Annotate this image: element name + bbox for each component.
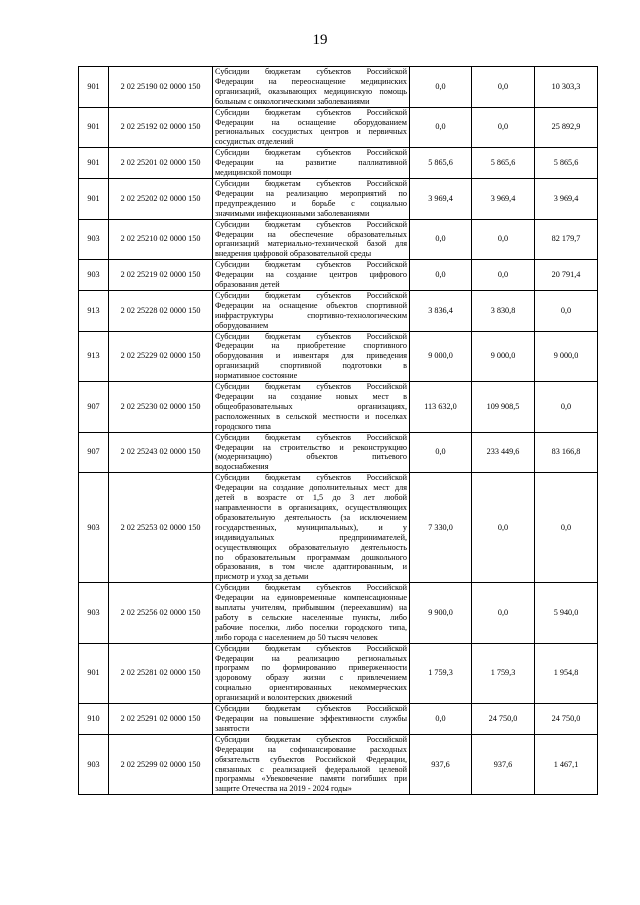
budget-table xyxy=(78,66,598,795)
amount-year2-cell: 0,0 xyxy=(472,107,535,148)
description-cell xyxy=(213,148,410,179)
amount-year3-cell: 9 000,0 xyxy=(535,331,598,382)
description-line: Федерации на создание новых мест в xyxy=(215,392,407,401)
admin-code-cell: 910 xyxy=(79,704,109,735)
amount-year2-cell: 9 000,0 xyxy=(472,331,535,382)
description-cell xyxy=(213,290,410,331)
description-line: Субсидии бюджетам субъектов Российской xyxy=(215,290,407,300)
description-line: Субсидии бюджетам субъектов Российской xyxy=(215,67,407,76)
amount-year1-cell: 5 865,6 xyxy=(410,148,472,179)
budget-code-cell: 2 02 25228 02 0000 150 xyxy=(109,290,213,331)
description-line: Субсидии бюджетам субъектов Российской xyxy=(215,382,407,392)
description-line: оборудования и инвентаря для приведения xyxy=(215,351,407,361)
description-line: Субсидии бюджетам субъектов Российской xyxy=(215,583,407,593)
budget-code-cell: 2 02 25192 02 0000 150 xyxy=(109,107,213,148)
description-line: здоровому образу жизни с привлечением xyxy=(215,673,407,683)
table-row xyxy=(79,734,598,794)
amount-year3-cell: 5 865,6 xyxy=(535,148,598,179)
description-line: обязательств субъектов Российской Федерации, xyxy=(215,754,407,764)
amount-year2-cell: 5 865,6 xyxy=(472,148,535,179)
admin-code-cell: 901 xyxy=(79,178,109,219)
budget-code-cell: 2 02 25253 02 0000 150 xyxy=(109,473,213,583)
budget-code-cell: 2 02 25201 02 0000 150 xyxy=(109,148,213,179)
description-line: Федерации на приобретение спортивного xyxy=(215,341,407,351)
description-line: нормативное состояние xyxy=(215,371,298,381)
table-row xyxy=(79,583,598,643)
description-line: больным с онкологическими заболеваниями xyxy=(215,96,370,106)
description-line: сосудистых отделений xyxy=(215,137,294,147)
description-line: Субсидии бюджетам субъектов Российской xyxy=(215,148,407,158)
amount-year3-cell: 0,0 xyxy=(535,290,598,331)
description-line: региональных сосудистых центров и первичных xyxy=(215,127,407,137)
amount-year2-cell: 24 750,0 xyxy=(472,704,535,735)
amount-year2-cell: 0,0 xyxy=(472,583,535,643)
table-row xyxy=(79,473,598,583)
description-line: образования, в том числе адаптированным, и xyxy=(215,562,407,572)
budget-code-cell: 2 02 25219 02 0000 150 xyxy=(109,260,213,291)
amount-year1-cell: 3 969,4 xyxy=(410,178,472,219)
admin-code-cell: 901 xyxy=(79,148,109,179)
amount-year2-cell: 233 449,6 xyxy=(472,432,535,473)
budget-code-cell: 2 02 25230 02 0000 150 xyxy=(109,382,213,433)
budget-code-cell: 2 02 25291 02 0000 150 xyxy=(109,704,213,735)
description-cell xyxy=(213,473,410,583)
table-row xyxy=(79,432,598,473)
description-line: организаций спортивной подготовки в xyxy=(215,361,407,371)
description-line: Федерации на единовременные компенсационные xyxy=(215,593,407,603)
amount-year2-cell: 0,0 xyxy=(472,219,535,260)
amount-year2-cell: 0,0 xyxy=(472,473,535,583)
description-line: Субсидии бюджетам субъектов Российской xyxy=(215,704,407,714)
description-line: Федерации на строительство и реконструкцию xyxy=(215,442,407,452)
table-row xyxy=(79,107,598,148)
amount-year3-cell: 82 179,7 xyxy=(535,219,598,260)
budget-code-cell: 2 02 25256 02 0000 150 xyxy=(109,583,213,643)
description-line: работу в сельские населенные пункты, либо xyxy=(215,612,407,622)
description-line: организаций и волонтерских движений xyxy=(215,693,352,703)
amount-year1-cell: 9 900,0 xyxy=(410,583,472,643)
description-line: либо города с населением до 50 тысяч человек xyxy=(215,632,378,642)
table-row xyxy=(79,67,598,108)
admin-code-cell: 913 xyxy=(79,290,109,331)
amount-year1-cell: 0,0 xyxy=(410,432,472,473)
description-line: Федерации на оснащение оборудованием xyxy=(215,117,407,127)
table-row xyxy=(79,290,598,331)
description-line: рабочие поселки, либо поселки городского типа, xyxy=(215,622,407,632)
amount-year3-cell: 25 892,9 xyxy=(535,107,598,148)
description-line: государственных, муниципальных), и у xyxy=(215,522,407,532)
amount-year2-cell: 0,0 xyxy=(472,260,535,291)
description-line: медицинской помощи xyxy=(215,168,292,178)
description-line: занятости xyxy=(215,723,250,733)
description-line: присмотр и уход за детьми xyxy=(215,572,309,582)
description-line: Федерации на создание дополнительных мест для xyxy=(215,483,407,493)
budget-code-cell: 2 02 25190 02 0000 150 xyxy=(109,67,213,108)
table-row xyxy=(79,331,598,382)
description-line: организаций, оказывающих медицинскую помощь xyxy=(215,86,407,96)
description-line: предупреждению и борьбе с социально xyxy=(215,198,407,208)
description-line: Субсидии бюджетам субъектов Российской xyxy=(215,734,407,744)
amount-year2-cell: 1 759,3 xyxy=(472,643,535,703)
description-line: Федерации на обеспечение образовательных xyxy=(215,229,407,239)
budget-code-cell: 2 02 25299 02 0000 150 xyxy=(109,734,213,794)
description-line: по образовательным программам дошкольного xyxy=(215,552,407,562)
table-row xyxy=(79,178,598,219)
amount-year2-cell: 3 830,8 xyxy=(472,290,535,331)
amount-year1-cell: 0,0 xyxy=(410,67,472,108)
description-cell xyxy=(213,583,410,643)
description-line: Субсидии бюджетам субъектов Российской xyxy=(215,219,407,229)
amount-year3-cell: 0,0 xyxy=(535,382,598,433)
description-cell xyxy=(213,178,410,219)
description-cell xyxy=(213,107,410,148)
table-row xyxy=(79,219,598,260)
admin-code-cell: 903 xyxy=(79,260,109,291)
description-cell xyxy=(213,260,410,291)
table-row xyxy=(79,148,598,179)
description-line: образования детей xyxy=(215,280,280,290)
amount-year3-cell: 0,0 xyxy=(535,473,598,583)
description-line: программ по формированию приверженности xyxy=(215,663,407,673)
description-cell xyxy=(213,331,410,382)
amount-year2-cell: 3 969,4 xyxy=(472,178,535,219)
admin-code-cell: 907 xyxy=(79,432,109,473)
amount-year1-cell: 0,0 xyxy=(410,107,472,148)
budget-code-cell: 2 02 25281 02 0000 150 xyxy=(109,643,213,703)
description-line: индивидуальных предпринимателей, xyxy=(215,532,407,542)
description-line: Федерации на реализацию мероприятий по xyxy=(215,188,407,198)
description-line: расположенных в сельской местности и поселках xyxy=(215,411,407,421)
amount-year3-cell: 10 303,3 xyxy=(535,67,598,108)
amount-year1-cell: 113 632,0 xyxy=(410,382,472,433)
admin-code-cell: 913 xyxy=(79,331,109,382)
description-line: Федерации на развитие паллиативной xyxy=(215,158,407,168)
description-line: социально ориентированных некоммерческих xyxy=(215,683,407,693)
table-row xyxy=(79,704,598,735)
budget-code-cell: 2 02 25202 02 0000 150 xyxy=(109,178,213,219)
description-line: Федерации на переоснащение медицинских xyxy=(215,76,407,86)
description-line: образовательную деятельность (за исключением xyxy=(215,512,407,522)
description-line: Субсидии бюджетам субъектов Российской xyxy=(215,260,407,270)
amount-year1-cell: 3 836,4 xyxy=(410,290,472,331)
description-line: Субсидии бюджетам субъектов Российской xyxy=(215,432,407,442)
description-line: осуществляющих образовательную деятельность xyxy=(215,542,407,552)
description-line: Субсидии бюджетам субъектов Российской xyxy=(215,107,407,117)
table-row xyxy=(79,260,598,291)
description-line: Субсидии бюджетам субъектов Российской xyxy=(215,331,407,341)
description-cell xyxy=(213,734,410,794)
budget-code-cell: 2 02 25243 02 0000 150 xyxy=(109,432,213,473)
description-line: направленности в организациях, осуществляющих xyxy=(215,502,407,512)
description-line: Федерации на реализацию региональных xyxy=(215,653,407,663)
admin-code-cell: 903 xyxy=(79,583,109,643)
description-line: Федерации на софинансирование расходных xyxy=(215,744,407,754)
admin-code-cell: 901 xyxy=(79,107,109,148)
amount-year3-cell: 3 969,4 xyxy=(535,178,598,219)
page-number: 19 xyxy=(312,32,328,48)
amount-year3-cell: 1 954,8 xyxy=(535,643,598,703)
amount-year1-cell: 0,0 xyxy=(410,260,472,291)
amount-year3-cell: 5 940,0 xyxy=(535,583,598,643)
description-line: связанных с реализацией федеральной целевой xyxy=(215,764,407,774)
description-line: Субсидии бюджетам субъектов Российской xyxy=(215,643,407,653)
amount-year1-cell: 0,0 xyxy=(410,219,472,260)
amount-year1-cell: 7 330,0 xyxy=(410,473,472,583)
description-line: выплаты учителям, прибывшим (переехавшим) на xyxy=(215,603,407,613)
description-line: водоснабжения xyxy=(215,462,269,472)
amount-year1-cell: 0,0 xyxy=(410,704,472,735)
budget-code-cell: 2 02 25229 02 0000 150 xyxy=(109,331,213,382)
amount-year1-cell: 937,6 xyxy=(410,734,472,794)
admin-code-cell: 903 xyxy=(79,219,109,260)
amount-year2-cell: 0,0 xyxy=(472,67,535,108)
amount-year3-cell: 83 166,8 xyxy=(535,432,598,473)
admin-code-cell: 901 xyxy=(79,67,109,108)
description-line: Федерации на повышение эффективности службы xyxy=(215,714,407,723)
description-line: (модернизацию) объектов питьевого xyxy=(215,452,407,462)
admin-code-cell: 903 xyxy=(79,734,109,794)
description-cell xyxy=(213,432,410,473)
description-cell xyxy=(213,219,410,260)
description-cell xyxy=(213,382,410,433)
description-line: оборудованием xyxy=(215,320,269,330)
description-line: городского типа xyxy=(215,421,271,431)
admin-code-cell: 901 xyxy=(79,643,109,703)
description-line: Субсидии бюджетам субъектов Российской xyxy=(215,178,407,188)
amount-year2-cell: 109 908,5 xyxy=(472,382,535,433)
description-line: защите Отечества на 2019 - 2024 годы» xyxy=(215,784,352,794)
description-line: Субсидии бюджетам субъектов Российской xyxy=(215,473,407,483)
amount-year2-cell: 937,6 xyxy=(472,734,535,794)
description-line: Федерации на создание центров цифрового xyxy=(215,270,407,280)
amount-year3-cell: 24 750,0 xyxy=(535,704,598,735)
budget-code-cell: 2 02 25210 02 0000 150 xyxy=(109,219,213,260)
admin-code-cell: 907 xyxy=(79,382,109,433)
amount-year3-cell: 20 791,4 xyxy=(535,260,598,291)
description-line: Федерации на оснащение объектов спортивной xyxy=(215,300,407,310)
amount-year1-cell: 1 759,3 xyxy=(410,643,472,703)
description-cell xyxy=(213,643,410,703)
description-cell xyxy=(213,67,410,108)
description-line: значимыми инфекционными заболеваниями xyxy=(215,208,370,218)
description-line: программы «Увековечение памяти погибших при xyxy=(215,774,407,784)
description-line: общеобразовательных организациях, xyxy=(215,401,407,411)
admin-code-cell: 903 xyxy=(79,473,109,583)
description-line: внедрения цифровой образовательной среды xyxy=(215,249,372,259)
amount-year3-cell: 1 467,1 xyxy=(535,734,598,794)
amount-year1-cell: 9 000,0 xyxy=(410,331,472,382)
description-line: организаций материально-технической базой для xyxy=(215,239,407,249)
description-line: инфраструктуры спортивно-технологическим xyxy=(215,310,407,320)
description-cell xyxy=(213,704,410,735)
table-row xyxy=(79,643,598,703)
table-row xyxy=(79,382,598,433)
description-line: детей в возрасте от 1,5 до 3 лет любой xyxy=(215,493,407,503)
